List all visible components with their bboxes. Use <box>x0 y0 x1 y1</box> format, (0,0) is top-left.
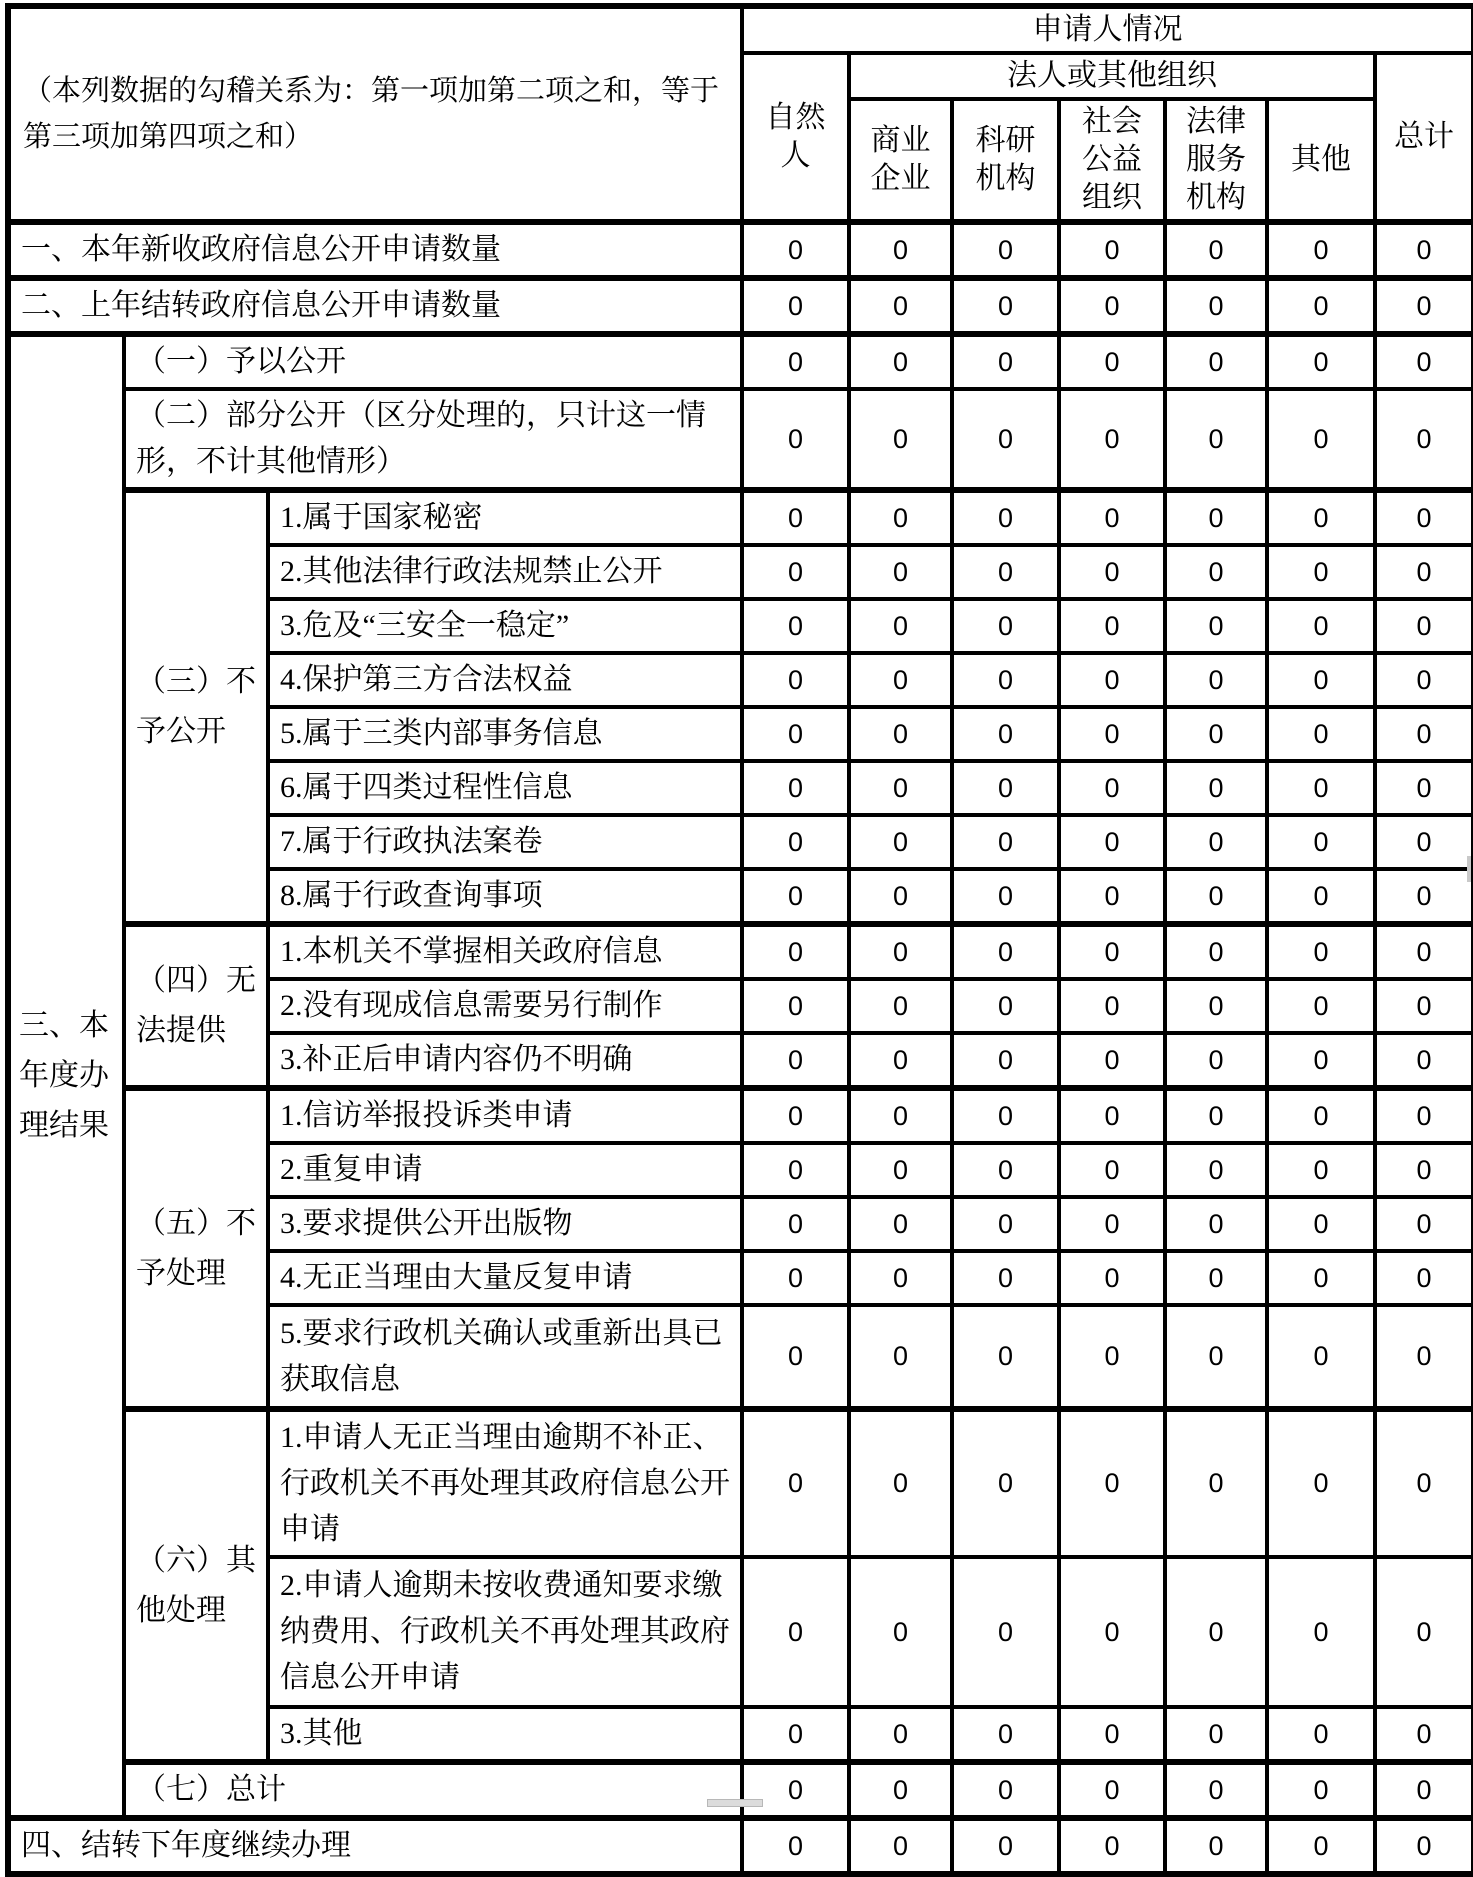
value-cell: 0 <box>849 707 952 761</box>
row-label: （二）部分公开（区分处理的，只计这一情形，不计其他情形） <box>124 389 742 490</box>
value-cell: 0 <box>1267 1305 1375 1409</box>
row-label: 3.其他 <box>268 1707 742 1762</box>
value-cell: 0 <box>952 490 1059 545</box>
value-cell: 0 <box>1165 1251 1267 1305</box>
row-label: （七）总计 <box>124 1762 742 1818</box>
value-cell: 0 <box>1267 869 1375 924</box>
value-cell: 0 <box>1267 389 1375 490</box>
value-cell: 0 <box>1375 869 1473 924</box>
value-cell: 0 <box>1375 815 1473 869</box>
value-cell: 0 <box>1059 1033 1165 1088</box>
row-label: 2.其他法律行政法规禁止公开 <box>268 545 742 599</box>
table-row <box>8 278 1473 334</box>
value-cell: 0 <box>1165 707 1267 761</box>
value-cell: 0 <box>1059 1818 1165 1874</box>
value-cell: 0 <box>952 979 1059 1033</box>
row-label: 3.要求提供公开出版物 <box>268 1197 742 1251</box>
value-cell: 0 <box>849 490 952 545</box>
value-cell: 0 <box>952 389 1059 490</box>
horizontal-scrollbar-thumb[interactable] <box>707 1799 763 1807</box>
value-cell: 0 <box>1267 490 1375 545</box>
value-cell: 0 <box>1375 1818 1473 1874</box>
header-applicant: 申请人情况 <box>742 6 1473 53</box>
value-cell: 0 <box>1059 545 1165 599</box>
value-cell: 0 <box>1059 707 1165 761</box>
value-cell: 0 <box>849 924 952 979</box>
value-cell: 0 <box>1375 599 1473 653</box>
value-cell: 0 <box>1267 1557 1375 1707</box>
col-header-commercial: 商业企业 <box>849 99 952 222</box>
value-cell: 0 <box>742 1088 849 1143</box>
value-cell: 0 <box>849 869 952 924</box>
value-cell: 0 <box>1165 334 1267 389</box>
value-cell: 0 <box>849 1409 952 1557</box>
value-cell: 0 <box>952 869 1059 924</box>
value-cell: 0 <box>1165 1818 1267 1874</box>
value-cell: 0 <box>1165 1033 1267 1088</box>
value-cell: 0 <box>952 653 1059 707</box>
value-cell: 0 <box>1059 1143 1165 1197</box>
value-cell: 0 <box>1267 1088 1375 1143</box>
value-cell: 0 <box>849 334 952 389</box>
value-cell: 0 <box>1375 1251 1473 1305</box>
value-cell: 0 <box>952 1251 1059 1305</box>
row-label: 4.无正当理由大量反复申请 <box>268 1251 742 1305</box>
value-cell: 0 <box>742 1762 849 1818</box>
value-cell: 0 <box>1375 1557 1473 1707</box>
row-label: 2.申请人逾期未按收费通知要求缴纳费用、行政机关不再处理其政府信息公开申请 <box>268 1557 742 1707</box>
note-cell: （本列数据的勾稽关系为：第一项加第二项之和，等于第三项加第四项之和） <box>8 6 742 222</box>
value-cell: 0 <box>742 1409 849 1557</box>
value-cell: 0 <box>952 1557 1059 1707</box>
value-cell: 0 <box>1165 599 1267 653</box>
header-org: 法人或其他组织 <box>849 53 1375 99</box>
value-cell: 0 <box>1375 278 1473 334</box>
value-cell: 0 <box>1267 979 1375 1033</box>
value-cell: 0 <box>1059 389 1165 490</box>
value-cell: 0 <box>1375 1305 1473 1409</box>
value-cell: 0 <box>1165 389 1267 490</box>
value-cell: 0 <box>952 1409 1059 1557</box>
value-cell: 0 <box>1059 278 1165 334</box>
value-cell: 0 <box>742 1707 849 1762</box>
header-row-1 <box>8 6 1473 53</box>
value-cell: 0 <box>742 1818 849 1874</box>
value-cell: 0 <box>849 815 952 869</box>
value-cell: 0 <box>742 222 849 278</box>
value-cell: 0 <box>1059 1409 1165 1557</box>
table-container <box>5 3 1473 1877</box>
value-cell: 0 <box>849 545 952 599</box>
value-cell: 0 <box>1267 1033 1375 1088</box>
value-cell: 0 <box>1267 1409 1375 1557</box>
value-cell: 0 <box>952 761 1059 815</box>
value-cell: 0 <box>952 1197 1059 1251</box>
value-cell: 0 <box>1059 869 1165 924</box>
value-cell: 0 <box>1375 334 1473 389</box>
row-label: 8.属于行政查询事项 <box>268 869 742 924</box>
value-cell: 0 <box>1267 1251 1375 1305</box>
row-label: 7.属于行政执法案卷 <box>268 815 742 869</box>
value-cell: 0 <box>952 1305 1059 1409</box>
row-label: 2.重复申请 <box>268 1143 742 1197</box>
value-cell: 0 <box>849 761 952 815</box>
row-label: 二、上年结转政府信息公开申请数量 <box>8 278 742 334</box>
value-cell: 0 <box>742 334 849 389</box>
value-cell: 0 <box>1059 1707 1165 1762</box>
value-cell: 0 <box>742 1557 849 1707</box>
value-cell: 0 <box>1059 1088 1165 1143</box>
vertical-scrollbar-fragment[interactable] <box>1467 856 1471 882</box>
value-cell: 0 <box>1267 1707 1375 1762</box>
value-cell: 0 <box>849 1818 952 1874</box>
col-header-total: 总计 <box>1375 53 1473 222</box>
value-cell: 0 <box>1375 707 1473 761</box>
table-row <box>8 389 1473 490</box>
row-label: 四、结转下年度继续办理 <box>8 1818 742 1874</box>
value-cell: 0 <box>849 1762 952 1818</box>
value-cell: 0 <box>952 1762 1059 1818</box>
value-cell: 0 <box>742 869 849 924</box>
value-cell: 0 <box>742 1197 849 1251</box>
statistics-table <box>5 3 1473 1877</box>
value-cell: 0 <box>1165 869 1267 924</box>
value-cell: 0 <box>1375 924 1473 979</box>
table-row <box>8 490 1473 545</box>
value-cell: 0 <box>1165 1557 1267 1707</box>
col-header-research: 科研机构 <box>952 99 1059 222</box>
value-cell: 0 <box>1267 1762 1375 1818</box>
value-cell: 0 <box>952 1707 1059 1762</box>
value-cell: 0 <box>952 1088 1059 1143</box>
value-cell: 0 <box>849 979 952 1033</box>
value-cell: 0 <box>1375 979 1473 1033</box>
value-cell: 0 <box>1267 653 1375 707</box>
value-cell: 0 <box>1375 1707 1473 1762</box>
row-label: （一）予以公开 <box>124 334 742 389</box>
value-cell: 0 <box>1059 222 1165 278</box>
value-cell: 0 <box>849 222 952 278</box>
value-cell: 0 <box>849 1251 952 1305</box>
row-label: 4.保护第三方合法权益 <box>268 653 742 707</box>
value-cell: 0 <box>1059 1557 1165 1707</box>
value-cell: 0 <box>849 1033 952 1088</box>
value-cell: 0 <box>1375 490 1473 545</box>
value-cell: 0 <box>1267 815 1375 869</box>
value-cell: 0 <box>1165 1707 1267 1762</box>
col-header-legal: 法律服务机构 <box>1165 99 1267 222</box>
value-cell: 0 <box>1059 1762 1165 1818</box>
value-cell: 0 <box>952 924 1059 979</box>
col-header-other: 其他 <box>1267 99 1375 222</box>
value-cell: 0 <box>1165 1088 1267 1143</box>
value-cell: 0 <box>1165 1409 1267 1557</box>
value-cell: 0 <box>1059 490 1165 545</box>
value-cell: 0 <box>849 1557 952 1707</box>
value-cell: 0 <box>849 653 952 707</box>
value-cell: 0 <box>952 1818 1059 1874</box>
value-cell: 0 <box>1165 653 1267 707</box>
value-cell: 0 <box>1375 545 1473 599</box>
value-cell: 0 <box>1165 1305 1267 1409</box>
value-cell: 0 <box>742 389 849 490</box>
value-cell: 0 <box>742 1143 849 1197</box>
value-cell: 0 <box>1165 222 1267 278</box>
table-row <box>8 1409 1473 1557</box>
value-cell: 0 <box>952 707 1059 761</box>
value-cell: 0 <box>849 599 952 653</box>
value-cell: 0 <box>1375 1762 1473 1818</box>
value-cell: 0 <box>1267 707 1375 761</box>
row-label: 1.本机关不掌握相关政府信息 <box>268 924 742 979</box>
value-cell: 0 <box>1267 545 1375 599</box>
value-cell: 0 <box>849 1143 952 1197</box>
value-cell: 0 <box>742 815 849 869</box>
value-cell: 0 <box>742 278 849 334</box>
row-label: 2.没有现成信息需要另行制作 <box>268 979 742 1033</box>
value-cell: 0 <box>1375 1409 1473 1557</box>
value-cell: 0 <box>742 1033 849 1088</box>
value-cell: 0 <box>849 1197 952 1251</box>
value-cell: 0 <box>1375 1033 1473 1088</box>
value-cell: 0 <box>952 545 1059 599</box>
value-cell: 0 <box>1267 278 1375 334</box>
row-label: 1.申请人无正当理由逾期不补正、行政机关不再处理其政府信息公开申请 <box>268 1409 742 1557</box>
value-cell: 0 <box>849 1305 952 1409</box>
value-cell: 0 <box>1059 653 1165 707</box>
row-label: 3.补正后申请内容仍不明确 <box>268 1033 742 1088</box>
value-cell: 0 <box>1059 761 1165 815</box>
value-cell: 0 <box>742 1305 849 1409</box>
group-label-annual-results: 三、本年度办理结果 <box>8 334 124 1818</box>
value-cell: 0 <box>742 924 849 979</box>
value-cell: 0 <box>1165 815 1267 869</box>
value-cell: 0 <box>1059 815 1165 869</box>
value-cell: 0 <box>742 599 849 653</box>
value-cell: 0 <box>1059 1251 1165 1305</box>
value-cell: 0 <box>742 653 849 707</box>
value-cell: 0 <box>1165 979 1267 1033</box>
value-cell: 0 <box>1165 278 1267 334</box>
col-header-social: 社会公益组织 <box>1059 99 1165 222</box>
row-label: 一、本年新收政府信息公开申请数量 <box>8 222 742 278</box>
value-cell: 0 <box>952 1143 1059 1197</box>
value-cell: 0 <box>952 815 1059 869</box>
value-cell: 0 <box>1059 1305 1165 1409</box>
value-cell: 0 <box>952 278 1059 334</box>
value-cell: 0 <box>1267 334 1375 389</box>
value-cell: 0 <box>1165 924 1267 979</box>
value-cell: 0 <box>952 1033 1059 1088</box>
table-row <box>8 1088 1473 1143</box>
row-label: 3.危及“三安全一稳定” <box>268 599 742 653</box>
value-cell: 0 <box>1165 761 1267 815</box>
value-cell: 0 <box>1267 1818 1375 1874</box>
value-cell: 0 <box>1267 924 1375 979</box>
value-cell: 0 <box>1059 979 1165 1033</box>
value-cell: 0 <box>742 545 849 599</box>
value-cell: 0 <box>952 222 1059 278</box>
value-cell: 0 <box>742 707 849 761</box>
value-cell: 0 <box>1165 1143 1267 1197</box>
row-label: 6.属于四类过程性信息 <box>268 761 742 815</box>
group-label-not-disclosed: （三）不予公开 <box>124 490 268 924</box>
value-cell: 0 <box>1375 653 1473 707</box>
value-cell: 0 <box>849 389 952 490</box>
row-label: 1.信访举报投诉类申请 <box>268 1088 742 1143</box>
value-cell: 0 <box>1375 389 1473 490</box>
value-cell: 0 <box>1375 222 1473 278</box>
group-label-unable-to-provide: （四）无法提供 <box>124 924 268 1088</box>
value-cell: 0 <box>1059 599 1165 653</box>
value-cell: 0 <box>1165 490 1267 545</box>
value-cell: 0 <box>1059 924 1165 979</box>
row-label: 1.属于国家秘密 <box>268 490 742 545</box>
col-header-natural-person: 自然人 <box>742 53 849 222</box>
value-cell: 0 <box>849 1088 952 1143</box>
value-cell: 0 <box>1165 1197 1267 1251</box>
table-row <box>8 924 1473 979</box>
value-cell: 0 <box>1165 545 1267 599</box>
value-cell: 0 <box>1267 1143 1375 1197</box>
table-row <box>8 334 1473 389</box>
table-row <box>8 1762 1473 1818</box>
value-cell: 0 <box>1267 599 1375 653</box>
value-cell: 0 <box>1375 1143 1473 1197</box>
value-cell: 0 <box>1375 761 1473 815</box>
row-label: 5.要求行政机关确认或重新出具已获取信息 <box>268 1305 742 1409</box>
value-cell: 0 <box>849 278 952 334</box>
table-row <box>8 1818 1473 1874</box>
value-cell: 0 <box>742 1251 849 1305</box>
value-cell: 0 <box>1267 222 1375 278</box>
value-cell: 0 <box>952 599 1059 653</box>
value-cell: 0 <box>1059 1197 1165 1251</box>
group-label-not-processed: （五）不予处理 <box>124 1088 268 1409</box>
row-label: 5.属于三类内部事务信息 <box>268 707 742 761</box>
group-label-other-processing: （六）其他处理 <box>124 1409 268 1762</box>
value-cell: 0 <box>1059 334 1165 389</box>
value-cell: 0 <box>1267 761 1375 815</box>
value-cell: 0 <box>742 761 849 815</box>
table-row <box>8 222 1473 278</box>
value-cell: 0 <box>742 490 849 545</box>
value-cell: 0 <box>849 1707 952 1762</box>
value-cell: 0 <box>1267 1197 1375 1251</box>
value-cell: 0 <box>1375 1197 1473 1251</box>
value-cell: 0 <box>742 979 849 1033</box>
value-cell: 0 <box>1165 1762 1267 1818</box>
value-cell: 0 <box>1375 1088 1473 1143</box>
value-cell: 0 <box>952 334 1059 389</box>
